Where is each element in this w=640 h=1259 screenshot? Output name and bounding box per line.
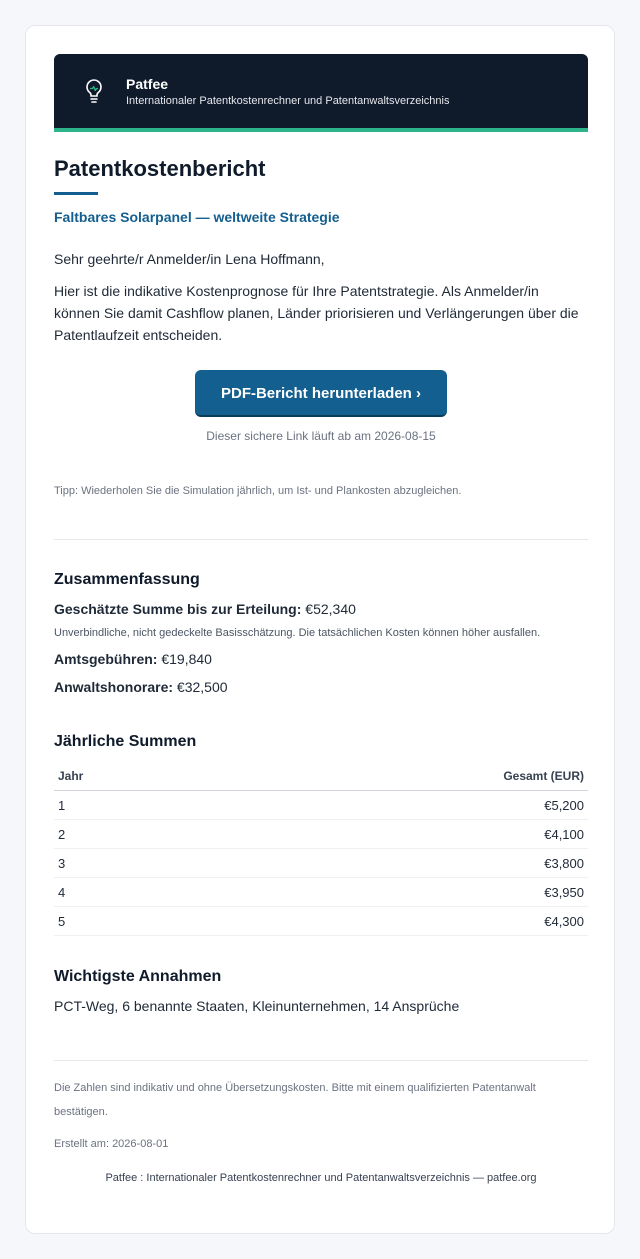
year-column-header: Jahr [54, 763, 200, 791]
footer-disclaimer: Die Zahlen sind indikativ und ohne Übersetzungskosten. Bitte mit einem qualifizierten Patentanwalt bestätigen. [54, 1082, 536, 1118]
total-label: Geschätzte Summe bis zur Erteilung: [54, 601, 302, 617]
attorney-fees-label: Anwaltshonorare: [54, 679, 174, 695]
brand-name: Patfee [126, 75, 169, 92]
year-cell: 3 [54, 849, 200, 878]
download-wrap [54, 370, 588, 417]
attorney-fees-value: €32,500 [176, 679, 228, 695]
brand-logo [72, 71, 116, 111]
tip-text: Tipp: Wiederholen Sie die Simulation jährlich, um Ist- und Plankosten abzugleichen. [54, 485, 462, 497]
estimate-disclaimer: Unverbindliche, nicht gedeckelte Basisschätzung. Die tatsächlichen Kosten können höher ausfallen. [54, 627, 541, 639]
brand-tagline: Internationaler Patentkostenrechner und Patentanwaltsverzeichnis [126, 94, 450, 107]
email-card [25, 25, 615, 1234]
table-row [54, 820, 588, 849]
greeting: Sehr geehrte/r Anmelder/in Lena Hoffmann, [54, 251, 325, 267]
total-cell: €3,950 [200, 878, 588, 907]
table-row [54, 878, 588, 907]
office-fees-value: €19,840 [161, 651, 212, 667]
total-value: €52,340 [305, 601, 356, 617]
total-cell: €4,100 [200, 820, 588, 849]
email-content [54, 54, 588, 1184]
download-pdf-button[interactable]: PDF-Bericht herunterladen › [195, 370, 447, 417]
section-divider [54, 539, 588, 540]
title-underline [54, 192, 98, 195]
total-estimate [54, 601, 588, 617]
table-row [54, 907, 588, 936]
assumptions-text: PCT-Weg, 6 benannte Staaten, Kleinunternehmen, 14 Ansprüche [54, 998, 460, 1014]
total-cell: €5,200 [200, 791, 588, 820]
total-cell: €3,800 [200, 849, 588, 878]
office-fees [54, 651, 588, 667]
footer-divider [54, 1060, 588, 1061]
annual-heading: Jährliche Summen [54, 733, 197, 750]
total-column-header: Gesamt (EUR) [200, 763, 588, 791]
attorney-fees [54, 679, 588, 695]
summary-heading: Zusammenfassung [54, 571, 200, 588]
intro-paragraph: Hier ist die indikative Kostenprognose für Ihre Patentstrategie. Als Anmelder/in können Sie damit Cashflow planen, Länder priorisieren und Verlängerungen über die Patentlaufzeit entscheiden. [54, 283, 579, 343]
table-header-row [54, 763, 588, 791]
year-cell: 1 [54, 791, 200, 820]
table-row [54, 791, 588, 820]
annual-totals-table [54, 763, 588, 936]
brand-header [54, 54, 588, 132]
year-cell: 5 [54, 907, 200, 936]
year-cell: 2 [54, 820, 200, 849]
report-subtitle: Faltbares Solarpanel — weltweite Strategie [54, 209, 340, 225]
lightbulb-icon [83, 78, 105, 104]
footer-site-line: Patfee : Internationaler Patentkostenrechner und Patentanwaltsverzeichnis — patfee.org [105, 1172, 537, 1184]
link-expiry-note: Dieser sichere Link läuft ab am 2026-08-15 [206, 429, 436, 443]
brand-text [126, 76, 449, 107]
report-title: Patentkostenbericht [54, 156, 266, 181]
table-row [54, 849, 588, 878]
office-fees-label: Amtsgebühren: [54, 651, 158, 667]
year-cell: 4 [54, 878, 200, 907]
created-date: Erstellt am: 2026-08-01 [54, 1138, 169, 1150]
assumptions-heading: Wichtigste Annahmen [54, 968, 222, 985]
total-cell: €4,300 [200, 907, 588, 936]
